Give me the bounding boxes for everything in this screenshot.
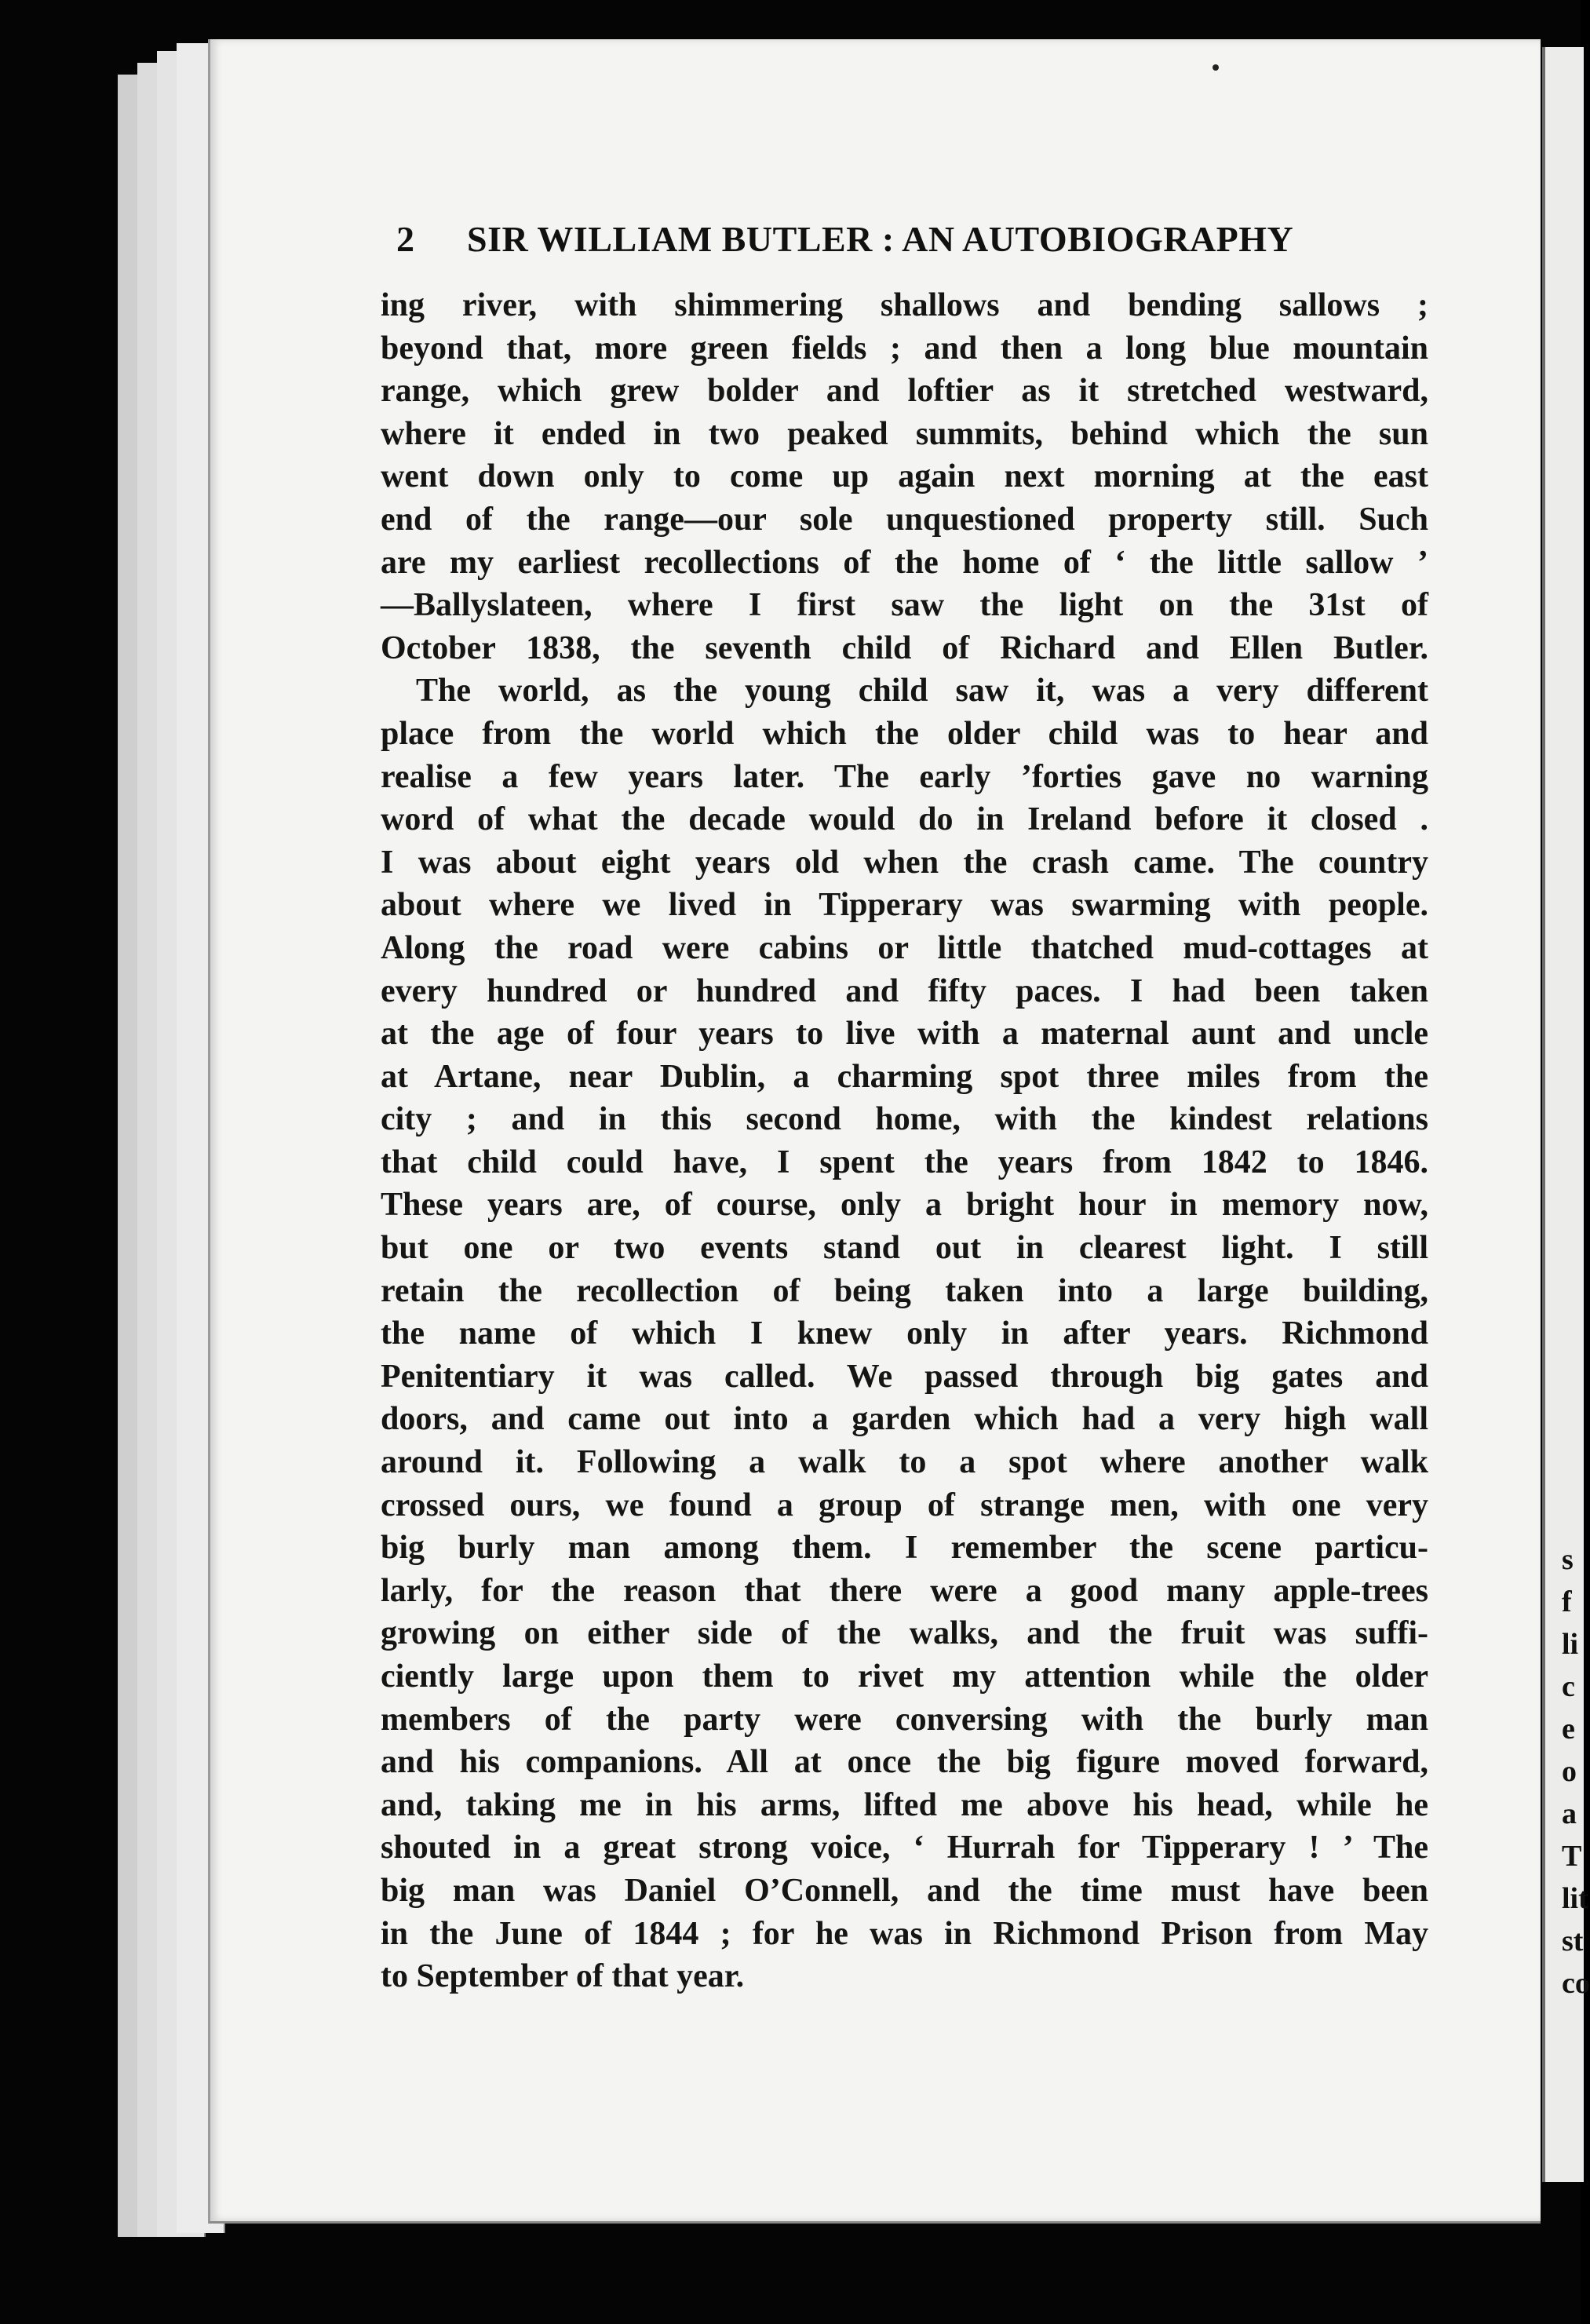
running-header <box>396 218 1409 273</box>
facing-fragment: lit <box>1562 1882 1588 1915</box>
text-line: and his companions. All at once the big figure moved forward, <box>381 1744 1428 1781</box>
text-line: around it. Following a walk to a spot where another walk <box>381 1444 1428 1481</box>
text-line: in the June of 1844 ; for he was in Richmond Prison from May <box>381 1915 1428 1952</box>
page-number: 2 <box>396 219 415 259</box>
facing-fragment: st <box>1562 1925 1584 1957</box>
scan-speck <box>1213 64 1219 71</box>
text-line: ciently large upon them to rivet my attention while the older <box>381 1658 1428 1695</box>
text-line: every hundred or hundred and fifty paces. I had been taken <box>381 972 1428 1009</box>
facing-fragment: T <box>1562 1840 1582 1873</box>
text-line: where it ended in two peaked summits, behind which the sun <box>381 415 1428 452</box>
running-title: SIR WILLIAM BUTLER : AN AUTOBIOGRAPHY <box>467 219 1294 259</box>
facing-page-text <box>1562 1538 1590 2005</box>
text-line: beyond that, more green fields ; and then a long blue mountain <box>381 330 1428 367</box>
facing-fragment: e <box>1562 1713 1575 1746</box>
text-line: to September of that year. <box>381 1958 745 1995</box>
text-line: at Artane, near Dublin, a charming spot three miles from the <box>381 1058 1428 1095</box>
text-line: I was about eight years old when the crash came. The country <box>381 844 1428 881</box>
text-line: Along the road were cabins or little thatched mud-cottages at <box>381 929 1428 966</box>
text-line: These years are, of course, only a bright hour in memory now, <box>381 1187 1428 1224</box>
text-line: about where we lived in Tipperary was swarming with people. <box>381 887 1428 924</box>
facing-fragment: c <box>1562 1670 1575 1703</box>
text-line: The world, as the young child saw it, was a very different <box>416 673 1428 710</box>
text-line: —Ballyslateen, where I first saw the light on the 31st of <box>381 587 1428 624</box>
text-line: went down only to come up again next morning at the east <box>381 458 1428 495</box>
facing-fragment: a <box>1562 1797 1577 1830</box>
text-line: end of the range—our sole unquestioned property still. Such <box>381 501 1428 538</box>
text-line: big burly man among them. I remember the scene particu- <box>381 1530 1428 1567</box>
text-line: are my earliest recollections of the home of ‘ the little sallow ’ <box>381 544 1428 581</box>
text-line: Penitentiary it was called. We passed through big gates and <box>381 1358 1428 1395</box>
body-text <box>381 284 1428 1998</box>
facing-fragment: o <box>1562 1755 1577 1788</box>
facing-fragment: li <box>1562 1628 1579 1661</box>
text-line: the name of which I knew only in after years. Richmond <box>381 1315 1428 1352</box>
facing-fragment: co <box>1562 1967 1590 2000</box>
text-line: crossed ours, we found a group of strange men, with one very <box>381 1487 1428 1523</box>
text-line: ing river, with shimmering shallows and bending sallows ; <box>381 287 1428 323</box>
text-line: at the age of four years to live with a maternal aunt and uncle <box>381 1016 1428 1053</box>
text-line: October 1838, the seventh child of Richard and Ellen Butler. <box>381 629 1428 666</box>
text-line: growing on either side of the walks, and the fruit was suffi- <box>381 1615 1428 1652</box>
text-line: city ; and in this second home, with the kindest relations <box>381 1101 1428 1138</box>
text-line: doors, and came out into a garden which had a very high wall <box>381 1401 1428 1438</box>
text-line: place from the world which the older child was to hear and <box>381 715 1428 752</box>
text-line: big man was Daniel O’Connell, and the time must have been <box>381 1872 1428 1909</box>
text-line: and, taking me in his arms, lifted me above his head, while he <box>381 1786 1428 1823</box>
text-line: shouted in a great strong voice, ‘ Hurrah for Tipperary ! ’ The <box>381 1830 1428 1866</box>
text-line: word of what the decade would do in Ireland before it closed . <box>381 801 1428 838</box>
text-line: realise a few years later. The early ’forties gave no warning <box>381 758 1428 795</box>
text-line: retain the recollection of being taken into a large building, <box>381 1272 1428 1309</box>
facing-fragment: s <box>1562 1543 1574 1576</box>
text-line: members of the party were conversing with the burly man <box>381 1701 1428 1738</box>
text-line: that child could have, I spent the years from 1842 to 1846. <box>381 1144 1428 1180</box>
text-line: range, which grew bolder and loftier as it stretched westward, <box>381 373 1428 410</box>
text-line: larly, for the reason that there were a good many apple-trees <box>381 1572 1428 1609</box>
facing-fragment: f <box>1562 1585 1572 1618</box>
text-line: but one or two events stand out in clearest light. I still <box>381 1230 1428 1267</box>
